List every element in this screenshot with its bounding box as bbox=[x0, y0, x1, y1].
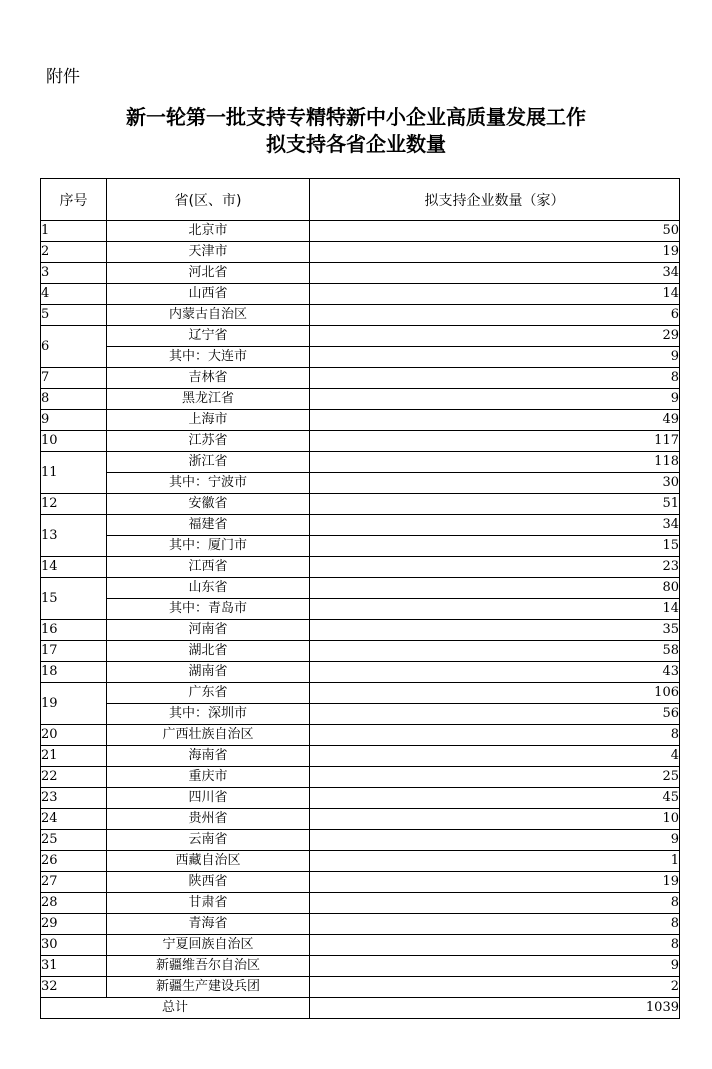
row-region-name: 湖北省 bbox=[107, 641, 310, 662]
row-seq: 1 bbox=[41, 221, 107, 242]
row-region-name: 四川省 bbox=[107, 788, 310, 809]
row-region-name: 黑龙江省 bbox=[107, 389, 310, 410]
row-seq: 4 bbox=[41, 284, 107, 305]
table-row bbox=[41, 368, 680, 389]
table-row bbox=[41, 872, 680, 893]
row-enterprise-count: 49 bbox=[310, 410, 680, 431]
total-value: 1039 bbox=[310, 998, 680, 1019]
table-row bbox=[41, 536, 680, 557]
header-count: 拟支持企业数量（家） bbox=[310, 179, 680, 221]
row-enterprise-count: 8 bbox=[310, 893, 680, 914]
document-title-line-1: 新一轮第一批支持专精特新中小企业高质量发展工作 bbox=[126, 105, 586, 129]
row-enterprise-count: 29 bbox=[310, 326, 680, 347]
row-enterprise-count: 35 bbox=[310, 620, 680, 641]
row-region-name: 湖南省 bbox=[107, 662, 310, 683]
table-row bbox=[41, 767, 680, 788]
table-row bbox=[41, 578, 680, 599]
row-seq: 31 bbox=[41, 956, 107, 977]
row-seq: 8 bbox=[41, 389, 107, 410]
row-seq: 30 bbox=[41, 935, 107, 956]
row-enterprise-count: 106 bbox=[310, 683, 680, 704]
row-seq: 23 bbox=[41, 788, 107, 809]
row-seq: 18 bbox=[41, 662, 107, 683]
table-row bbox=[41, 620, 680, 641]
row-seq: 9 bbox=[41, 410, 107, 431]
row-region-name: 其中：宁波市 bbox=[107, 473, 310, 494]
table-row bbox=[41, 746, 680, 767]
row-region-name: 山西省 bbox=[107, 284, 310, 305]
row-seq: 5 bbox=[41, 305, 107, 326]
table-row bbox=[41, 704, 680, 725]
table-row bbox=[41, 284, 680, 305]
row-enterprise-count: 8 bbox=[310, 914, 680, 935]
row-region-name: 上海市 bbox=[107, 410, 310, 431]
row-region-name: 青海省 bbox=[107, 914, 310, 935]
row-seq: 15 bbox=[41, 578, 107, 620]
row-seq: 20 bbox=[41, 725, 107, 746]
row-seq: 19 bbox=[41, 683, 107, 725]
enterprise-quota-table bbox=[40, 178, 680, 1019]
row-enterprise-count: 9 bbox=[310, 830, 680, 851]
row-seq: 2 bbox=[41, 242, 107, 263]
table-row bbox=[41, 305, 680, 326]
row-region-name: 新疆生产建设兵团 bbox=[107, 977, 310, 998]
row-enterprise-count: 4 bbox=[310, 746, 680, 767]
row-enterprise-count: 50 bbox=[310, 221, 680, 242]
row-region-name: 辽宁省 bbox=[107, 326, 310, 347]
table-row bbox=[41, 389, 680, 410]
row-seq: 13 bbox=[41, 515, 107, 557]
row-enterprise-count: 30 bbox=[310, 473, 680, 494]
table-row bbox=[41, 494, 680, 515]
table-row bbox=[41, 431, 680, 452]
row-enterprise-count: 34 bbox=[310, 515, 680, 536]
row-region-name: 河南省 bbox=[107, 620, 310, 641]
row-enterprise-count: 51 bbox=[310, 494, 680, 515]
row-region-name: 广西壮族自治区 bbox=[107, 725, 310, 746]
row-region-name: 海南省 bbox=[107, 746, 310, 767]
table-row bbox=[41, 242, 680, 263]
row-enterprise-count: 1 bbox=[310, 851, 680, 872]
table-row bbox=[41, 347, 680, 368]
row-seq: 6 bbox=[41, 326, 107, 368]
attachment-label: 附件 bbox=[46, 67, 80, 87]
row-region-name: 北京市 bbox=[107, 221, 310, 242]
row-region-name: 河北省 bbox=[107, 263, 310, 284]
row-region-name: 江苏省 bbox=[107, 431, 310, 452]
table-row bbox=[41, 977, 680, 998]
row-region-name: 重庆市 bbox=[107, 767, 310, 788]
row-enterprise-count: 9 bbox=[310, 956, 680, 977]
table-row bbox=[41, 893, 680, 914]
table-row bbox=[41, 935, 680, 956]
row-enterprise-count: 8 bbox=[310, 368, 680, 389]
row-enterprise-count: 34 bbox=[310, 263, 680, 284]
row-seq: 17 bbox=[41, 641, 107, 662]
row-seq: 32 bbox=[41, 977, 107, 998]
row-enterprise-count: 118 bbox=[310, 452, 680, 473]
table-row bbox=[41, 662, 680, 683]
table-row bbox=[41, 641, 680, 662]
row-region-name: 其中：青岛市 bbox=[107, 599, 310, 620]
row-region-name: 陕西省 bbox=[107, 872, 310, 893]
table-row bbox=[41, 599, 680, 620]
row-region-name: 其中：厦门市 bbox=[107, 536, 310, 557]
row-seq: 3 bbox=[41, 263, 107, 284]
row-region-name: 内蒙古自治区 bbox=[107, 305, 310, 326]
table-row bbox=[41, 221, 680, 242]
row-region-name: 天津市 bbox=[107, 242, 310, 263]
total-label: 总计 bbox=[41, 998, 310, 1019]
table-header-row bbox=[41, 179, 680, 221]
header-province: 省(区、市) bbox=[107, 179, 310, 221]
table-row bbox=[41, 452, 680, 473]
row-seq: 27 bbox=[41, 872, 107, 893]
row-region-name: 福建省 bbox=[107, 515, 310, 536]
row-seq: 7 bbox=[41, 368, 107, 389]
row-enterprise-count: 58 bbox=[310, 641, 680, 662]
document-title-line-2: 拟支持各省企业数量 bbox=[266, 132, 446, 156]
table-body bbox=[41, 221, 680, 1019]
row-seq: 21 bbox=[41, 746, 107, 767]
row-enterprise-count: 14 bbox=[310, 599, 680, 620]
table-row bbox=[41, 683, 680, 704]
total-row bbox=[41, 998, 680, 1019]
row-enterprise-count: 15 bbox=[310, 536, 680, 557]
row-enterprise-count: 2 bbox=[310, 977, 680, 998]
row-region-name: 浙江省 bbox=[107, 452, 310, 473]
row-enterprise-count: 9 bbox=[310, 389, 680, 410]
row-enterprise-count: 56 bbox=[310, 704, 680, 725]
table-row bbox=[41, 410, 680, 431]
row-region-name: 安徽省 bbox=[107, 494, 310, 515]
row-enterprise-count: 14 bbox=[310, 284, 680, 305]
row-seq: 24 bbox=[41, 809, 107, 830]
row-region-name: 西藏自治区 bbox=[107, 851, 310, 872]
row-enterprise-count: 43 bbox=[310, 662, 680, 683]
table-row bbox=[41, 851, 680, 872]
row-enterprise-count: 23 bbox=[310, 557, 680, 578]
row-enterprise-count: 8 bbox=[310, 935, 680, 956]
table-row bbox=[41, 956, 680, 977]
row-region-name: 甘肃省 bbox=[107, 893, 310, 914]
row-enterprise-count: 19 bbox=[310, 242, 680, 263]
table-row bbox=[41, 788, 680, 809]
row-seq: 16 bbox=[41, 620, 107, 641]
row-enterprise-count: 6 bbox=[310, 305, 680, 326]
row-region-name: 其中：深圳市 bbox=[107, 704, 310, 725]
row-region-name: 江西省 bbox=[107, 557, 310, 578]
row-region-name: 广东省 bbox=[107, 683, 310, 704]
table-row bbox=[41, 725, 680, 746]
row-seq: 26 bbox=[41, 851, 107, 872]
row-seq: 25 bbox=[41, 830, 107, 851]
row-seq: 29 bbox=[41, 914, 107, 935]
row-enterprise-count: 25 bbox=[310, 767, 680, 788]
table-row bbox=[41, 263, 680, 284]
row-enterprise-count: 117 bbox=[310, 431, 680, 452]
row-region-name: 其中：大连市 bbox=[107, 347, 310, 368]
table-row bbox=[41, 326, 680, 347]
row-region-name: 宁夏回族自治区 bbox=[107, 935, 310, 956]
row-region-name: 新疆维吾尔自治区 bbox=[107, 956, 310, 977]
row-seq: 12 bbox=[41, 494, 107, 515]
row-seq: 10 bbox=[41, 431, 107, 452]
header-seq: 序号 bbox=[41, 179, 107, 221]
row-seq: 14 bbox=[41, 557, 107, 578]
row-enterprise-count: 45 bbox=[310, 788, 680, 809]
row-seq: 28 bbox=[41, 893, 107, 914]
row-enterprise-count: 10 bbox=[310, 809, 680, 830]
row-region-name: 贵州省 bbox=[107, 809, 310, 830]
table-row bbox=[41, 809, 680, 830]
row-enterprise-count: 19 bbox=[310, 872, 680, 893]
row-seq: 11 bbox=[41, 452, 107, 494]
row-region-name: 吉林省 bbox=[107, 368, 310, 389]
row-region-name: 云南省 bbox=[107, 830, 310, 851]
table-row bbox=[41, 473, 680, 494]
row-seq: 22 bbox=[41, 767, 107, 788]
row-enterprise-count: 9 bbox=[310, 347, 680, 368]
table-row bbox=[41, 914, 680, 935]
table-row bbox=[41, 557, 680, 578]
row-enterprise-count: 80 bbox=[310, 578, 680, 599]
table-row bbox=[41, 830, 680, 851]
table-row bbox=[41, 515, 680, 536]
row-region-name: 山东省 bbox=[107, 578, 310, 599]
row-enterprise-count: 8 bbox=[310, 725, 680, 746]
